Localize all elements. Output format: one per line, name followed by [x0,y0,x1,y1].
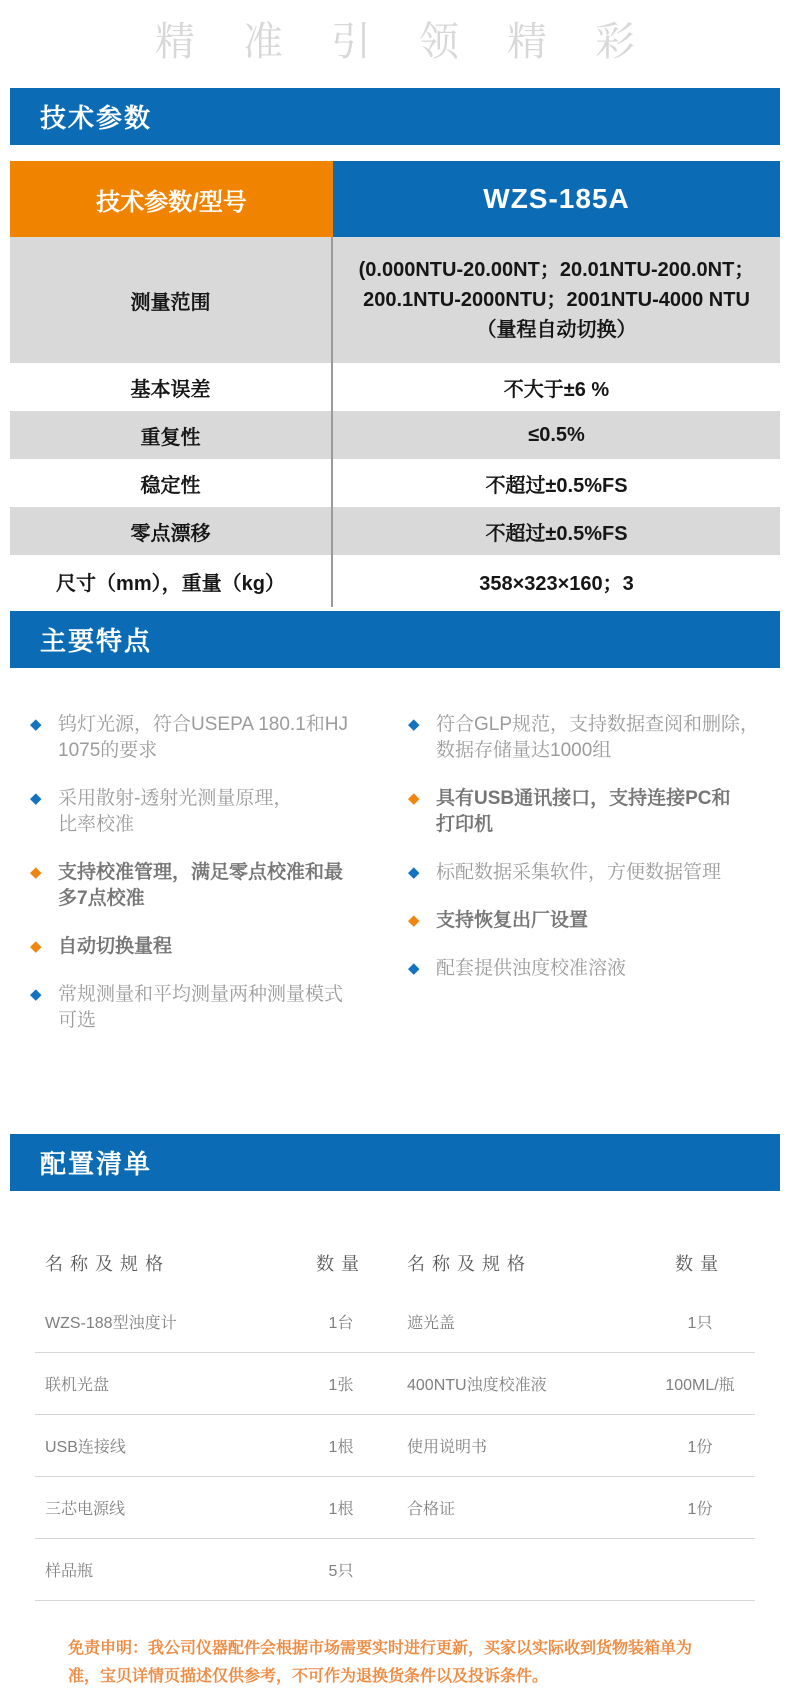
spec-row-label: 稳定性 [10,459,333,507]
spec-row-label: 尺寸（mm），重量（kg） [10,555,333,607]
feature-line: 比率校准 [58,814,135,835]
config-cell-name: WZS-188型浊度计 [45,1315,177,1332]
list-item [408,786,760,838]
feature-line: 采用散射-透射光测量原理， [58,788,293,809]
spec-header-param-label: 技术参数/型号 [10,161,333,237]
section-title-text: 配置清单 [40,1149,153,1179]
config-cell-qty: 1份 [687,1501,713,1518]
table-row [10,237,780,363]
spec-row-value [333,237,780,363]
spec-row-label: 零点漂移 [10,507,333,555]
table-row [10,411,780,459]
list-item [30,982,405,1034]
section-title-tech-params [10,88,780,145]
spec-value-line: 200.1NTU-2000NTU；2001NTU-4000 NTU [363,289,750,311]
blue-diamond-icon: ◆ [408,864,420,881]
feature-text [58,712,348,764]
orange-diamond-icon: ◆ [30,864,42,881]
spec-row-value: 358×323×160；3 [479,572,634,595]
spec-row-label: 重复性 [10,411,333,459]
feature-line: 配套提供浊度校准溶液 [436,958,627,979]
feature-text [436,956,626,982]
list-item [408,860,760,886]
config-cell-name: 联机光盘 [45,1377,110,1394]
config-header-name: 名称及规格 [45,1254,170,1274]
table-row [10,459,780,507]
feature-text [58,934,172,960]
spec-table [10,161,780,607]
spec-row-label: 基本误差 [10,363,333,411]
table-row [10,507,780,555]
feature-line: 支持校准管理，满足零点校准和最 [58,862,344,883]
feature-line: 多7点校准 [58,888,145,909]
orange-diamond-icon: ◆ [408,912,420,929]
config-cell-name: 使用说明书 [407,1439,488,1456]
spec-table-header-row [10,161,780,237]
feature-line: 打印机 [436,814,494,835]
config-cell-qty: 1根 [328,1439,354,1456]
spec-value-line: (0.000NTU-20.00NT；20.01NTU-200.0NT； [358,259,755,281]
feature-text [436,786,731,838]
table-row [35,1477,755,1539]
config-cell-qty: 1根 [328,1501,354,1518]
config-cell-qty: 1张 [328,1377,354,1394]
spec-row-value: 不大于±6 % [503,378,610,401]
blue-diamond-icon: ◆ [30,716,42,733]
config-table [35,1235,755,1601]
config-table-header-row [35,1235,755,1291]
blue-diamond-icon: ◆ [30,986,42,1003]
feature-line: 可选 [58,1010,97,1031]
config-cell-qty: 1份 [687,1439,713,1456]
feature-line: 1075的要求 [58,740,158,761]
config-cell-name: USB连接线 [45,1439,126,1456]
spec-row-label: 测量范围 [10,237,333,363]
feature-line: 钨灯光源，符合USEPA 180.1和HJ [58,714,349,735]
config-cell-qty: 100ML/瓶 [665,1377,735,1394]
feature-line: 具有USB通讯接口，支持连接PC和 [436,788,731,809]
disclaimer-text: 免责申明：我公司仪器配件会根据市场需要实时进行更新，买家以实际收到货物装箱单为准，宝贝详情页描述仅供参考，不可作为退换货条件以及投诉条件。 [68,1640,693,1685]
config-cell-qty: 1台 [328,1315,354,1332]
config-cell-qty: 1只 [687,1315,713,1332]
feature-line: 支持恢复出厂设置 [436,910,589,931]
config-cell-qty: 5只 [328,1563,354,1580]
feature-line: 常规测量和平均测量两种测量模式 [58,984,344,1005]
features-column-left [30,712,405,1134]
feature-text [436,860,721,886]
orange-diamond-icon: ◆ [408,790,420,807]
config-cell-name: 合格证 [407,1501,456,1518]
blue-diamond-icon: ◆ [408,960,420,977]
section-title-features [10,611,780,668]
spec-value-line: （量程自动切换） [476,319,637,341]
table-row [35,1539,755,1601]
table-row [35,1353,755,1415]
feature-text [58,982,343,1034]
spec-row-value: 不超过±0.5%FS [485,474,628,497]
feature-line: 标配数据采集软件，方便数据管理 [436,862,722,883]
list-item [408,956,760,982]
list-item [408,712,760,764]
features-list [0,668,790,1134]
watermark-slogan: 精准引领精彩 [155,20,683,64]
config-header-qty: 数量 [675,1254,725,1274]
feature-line: 符合GLP规范，支持数据查阅和删除， [436,714,760,735]
list-item [30,860,405,912]
spec-header-model: WZS-185A [333,161,780,237]
list-item [408,908,760,934]
spec-row-value: 不超过±0.5%FS [485,522,628,545]
spec-row-value: ≤0.5% [528,423,585,446]
config-cell-name: 遮光盖 [407,1315,456,1332]
list-item [30,934,405,960]
table-row [35,1415,755,1477]
config-cell-name: 400NTU浊度校准液 [407,1377,547,1394]
config-cell-name: 三芯电源线 [45,1501,126,1518]
table-row [35,1291,755,1353]
table-row [10,555,780,607]
feature-text [436,908,588,934]
features-column-right [405,712,760,1134]
feature-text [436,712,759,764]
section-title-text: 技术参数 [40,103,153,133]
feature-line: 自动切换量程 [58,936,173,957]
config-header-name: 名称及规格 [407,1254,532,1274]
section-title-config-list [10,1134,780,1191]
config-cell-name: 样品瓶 [45,1563,94,1580]
blue-diamond-icon: ◆ [30,790,42,807]
feature-text [58,860,343,912]
feature-text [58,786,292,838]
table-row [10,363,780,411]
list-item [30,786,405,838]
section-title-text: 主要特点 [40,626,153,656]
config-header-qty: 数量 [316,1254,366,1274]
feature-line: 数据存储量达1000组 [436,740,612,761]
orange-diamond-icon: ◆ [30,938,42,955]
blue-diamond-icon: ◆ [408,716,420,733]
list-item [30,712,405,764]
